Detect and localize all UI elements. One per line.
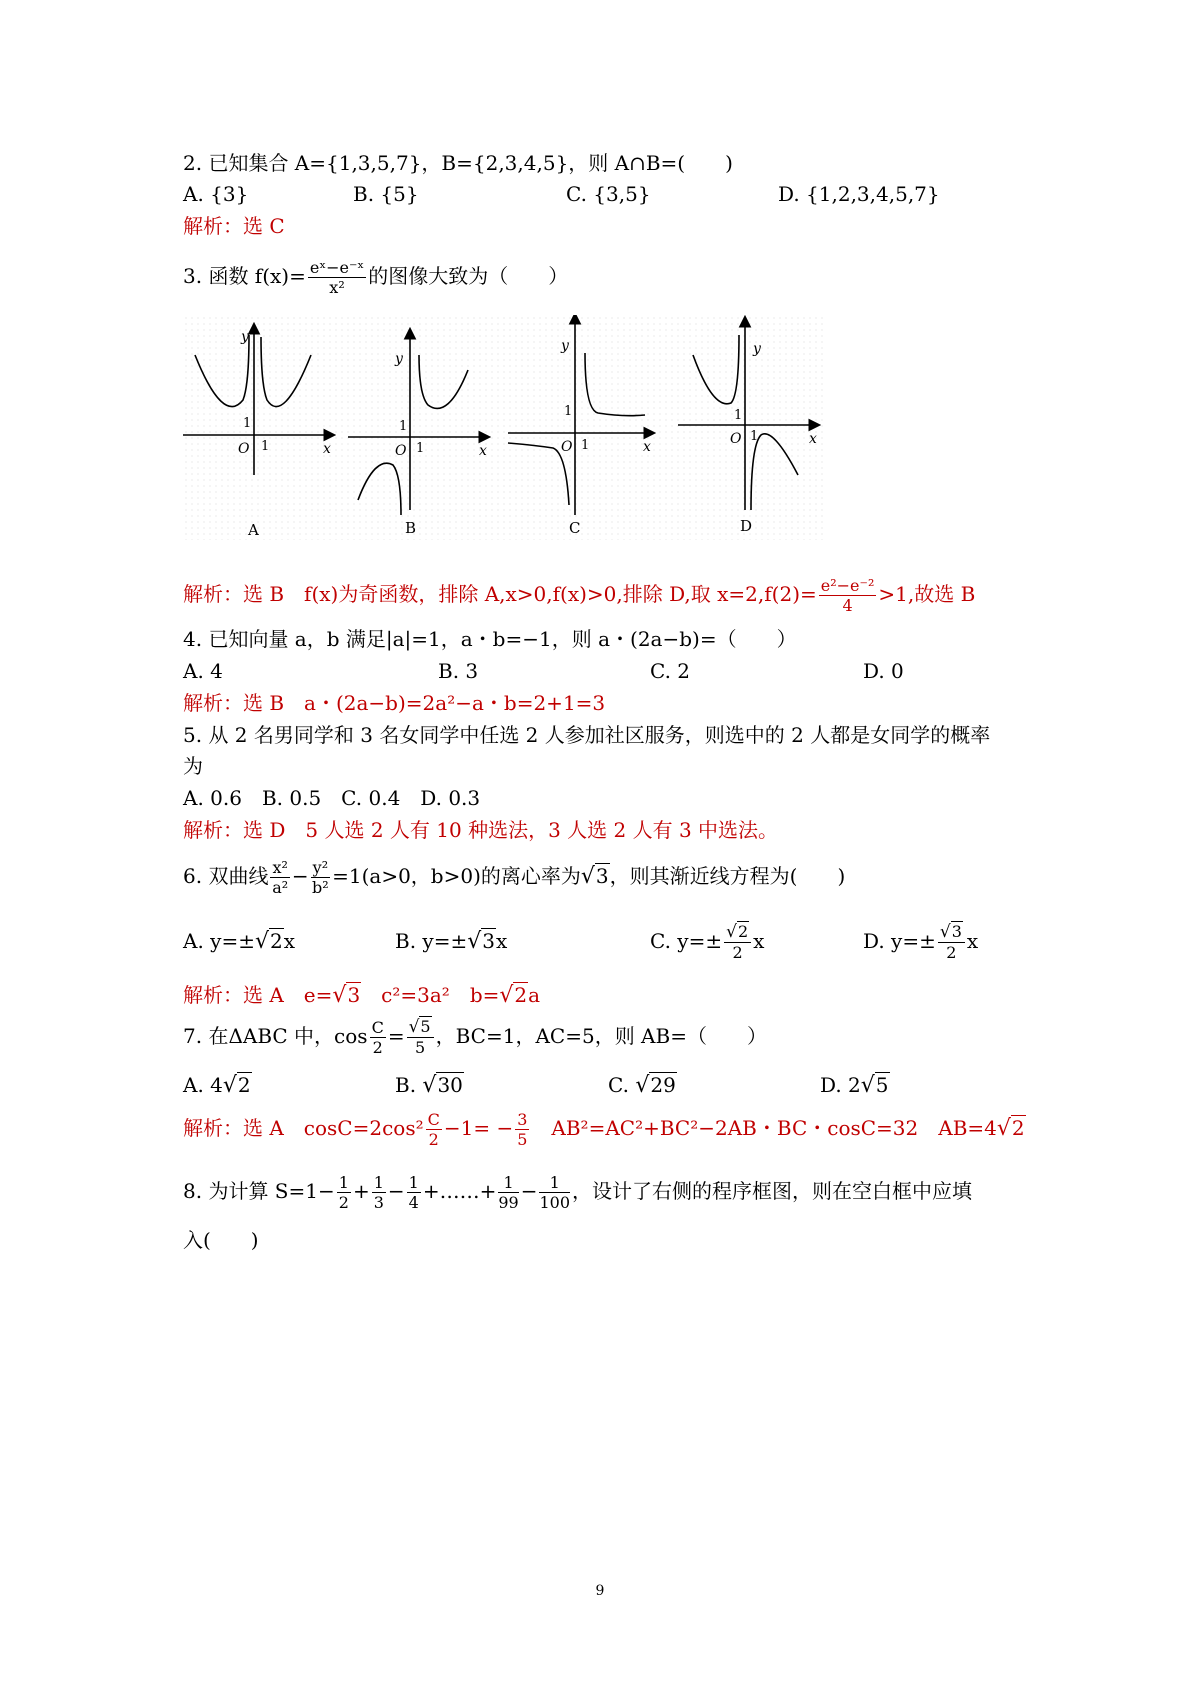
- q6-option-b: [395, 913, 507, 970]
- q6-answer-suffix: a: [528, 983, 541, 1007]
- q6-option-d: [863, 913, 978, 969]
- q8-frac-1-99: [498, 1172, 519, 1212]
- q7-frac-root5-sqrt: 5: [420, 1017, 431, 1036]
- q6-sqrt: √3: [580, 864, 609, 889]
- q6-option-b-suffix: x: [496, 929, 508, 953]
- graph-c-y-label: y: [561, 338, 569, 354]
- graph-a-tick-x: 1: [261, 439, 270, 454]
- graph-b-label: B: [405, 519, 417, 537]
- graph-a-tick-y: 1: [243, 416, 252, 431]
- q3-answer-frac-num: e²−e⁻²: [820, 575, 875, 595]
- q8-frac-1-100-num: 1: [539, 1175, 570, 1193]
- q4-stem: 4. 已知向量 a，b 满足|a|=1，a・b=−1，则 a・(2a−b)=（ ）: [183, 627, 797, 651]
- q8-frac-1-3-den: 3: [373, 1192, 384, 1212]
- q2-answer: 解析：选 C: [183, 214, 285, 238]
- q5-answer: 解析：选 D 5 人选 2 人有 10 种选法，3 人选 2 人有 3 中选法。: [183, 818, 779, 842]
- q6-option-b-prefix: B. y=±: [395, 929, 468, 953]
- q8-frac-1-100: [539, 1172, 571, 1212]
- q7-option-d: D. 2√5: [820, 1073, 889, 1098]
- q7-frac-half: [370, 1017, 386, 1057]
- q6-frac-y-den: b²: [312, 877, 329, 897]
- q4-option-b: B. 3: [438, 659, 479, 683]
- q7-option-b: B. √30: [395, 1073, 463, 1098]
- q2-option-c: C. {3,5}: [566, 182, 651, 206]
- graph-b-x-label: x: [479, 443, 487, 459]
- q7-answer-frac-35-num: 3: [517, 1109, 528, 1129]
- q8-frac-1-4-den: 4: [408, 1192, 419, 1212]
- q6-option-a: [183, 913, 295, 970]
- q7-stem-prefix: 7. 在ΔABC 中，cos: [183, 1024, 368, 1048]
- q4-option-c: C. 2: [650, 659, 691, 683]
- q6-option-c-num: √2: [724, 924, 751, 943]
- graph-d-x-label: x: [809, 431, 817, 447]
- q7-option-a: A. 4√2: [183, 1073, 251, 1098]
- q7-frac-root5-num: √5: [407, 1019, 434, 1038]
- q7-answer-frac-35: [515, 1109, 529, 1149]
- q6-option-c-sqrt-value: 2: [737, 922, 749, 941]
- q8-stem-prefix: 8. 为计算 S=1−: [183, 1179, 335, 1203]
- q6-option-d-sqrt-value: 3: [951, 922, 962, 941]
- q6-answer-prefix: 解析：选 A e=: [183, 983, 333, 1007]
- q6-option-c-den: 2: [732, 943, 743, 962]
- q8-frac-1-99-den: 99: [498, 1192, 519, 1212]
- q3-stem-suffix: 的图像大致为（ ）: [368, 264, 569, 288]
- graph-d-tick-y: 1: [734, 408, 743, 423]
- q7-answer-frac-35-den: 5: [517, 1129, 528, 1149]
- q8-stem-suffix: ，设计了右侧的程序框图，则在空白框中应填: [572, 1179, 973, 1203]
- q6-stem-prefix: 6. 双曲线: [183, 864, 269, 888]
- q6-option-a-sqrt: √2: [254, 929, 283, 954]
- graph-a-y-label: y: [241, 329, 249, 345]
- q2-option-b: B. {5}: [353, 182, 419, 206]
- q6-option-d-suffix: x: [966, 929, 979, 953]
- graph-b-tick-x: 1: [416, 441, 425, 456]
- graph-b-tick-y: 1: [399, 419, 408, 434]
- graph-a-label: A: [248, 521, 259, 539]
- q8-dots: +……+: [422, 1179, 497, 1203]
- q8-frac-1-100-den: 100: [539, 1192, 571, 1212]
- q6-answer-mid: c²=3a² b=: [361, 983, 500, 1007]
- q7-answer-frac-half-num: C: [427, 1109, 440, 1129]
- q3-answer-frac-den: 4: [842, 595, 853, 615]
- graph-d-origin: O: [730, 431, 742, 447]
- graph-d-label: D: [740, 517, 753, 535]
- q7-option-b-prefix: B.: [395, 1073, 423, 1097]
- q6-sqrt-value: 3: [595, 864, 609, 888]
- q5-options: A. 0.6 B. 0.5 C. 0.4 D. 0.3: [183, 786, 481, 810]
- q6-option-c-frac: [724, 924, 751, 961]
- q7-stem-suffix: ，BC=1，AC=5，则 AB=（ ）: [435, 1024, 767, 1048]
- q3-stem-prefix: 3. 函数 f(x)=: [183, 264, 306, 288]
- q7-answer-frac-half: [426, 1109, 442, 1149]
- page-number: 9: [595, 1583, 605, 1599]
- q6-option-d-num: √3: [938, 924, 965, 943]
- q8-frac-1-4: [407, 1172, 421, 1212]
- q7-answer-frac-half-den: 2: [428, 1129, 439, 1149]
- q6-option-d-den: 2: [946, 943, 957, 962]
- q5-stem-line1: 5. 从 2 名男同学和 3 名女同学中任选 2 人参加社区服务，则选中的 2 人都是女同学的概率: [183, 723, 991, 747]
- graph-a-origin: O: [238, 441, 250, 457]
- q7-frac-half-num: C: [371, 1017, 384, 1037]
- q7-option-d-prefix: D. 2: [820, 1073, 861, 1097]
- graph-background: [183, 315, 823, 540]
- q7-frac-half-den: 2: [372, 1037, 383, 1057]
- q3-fraction: [308, 257, 366, 297]
- q8-frac-1-99-num: 1: [498, 1175, 518, 1193]
- q6-stem: [183, 848, 845, 905]
- q7-answer-sqrt-value: 2: [1011, 1116, 1025, 1140]
- q6-frac-x-num: x²: [272, 857, 288, 877]
- q6-answer-sqrt2: √2: [499, 983, 528, 1008]
- q6-frac-y: [311, 857, 330, 897]
- q8-minus-2: −: [520, 1179, 538, 1203]
- q6-answer-sqrt2-value: 2: [514, 983, 528, 1007]
- graph-d-y-label: y: [753, 341, 761, 357]
- q8-frac-1-2-den: 2: [338, 1192, 349, 1212]
- q7-option-c-prefix: C.: [608, 1073, 636, 1097]
- q6-option-b-sqrt-value: 3: [482, 929, 495, 953]
- q3-answer-prefix: 解析：选 B f(x)为奇函数，排除 A,x>0,f(x)>0,排除 D,取 x=2,f(2)=: [183, 582, 817, 606]
- q8-frac-1-3: [372, 1172, 386, 1212]
- graph-c-label: C: [569, 519, 581, 537]
- q7-frac-root5-den: 5: [415, 1038, 426, 1057]
- q7-option-b-sqrt: 30: [437, 1073, 463, 1097]
- q3-frac-den: x²: [329, 277, 345, 297]
- q8-frac-1-2-num: 1: [338, 1172, 349, 1192]
- q6-frac-x-den: a²: [272, 877, 289, 897]
- q7-answer-sqrt: √2: [996, 1116, 1025, 1141]
- q6-stem-mid: =1(a>0，b>0)的离心率为: [332, 864, 581, 888]
- q8-stem-line2: 入( ): [183, 1228, 259, 1252]
- q3-frac-num: eˣ−e⁻ˣ: [309, 257, 365, 277]
- graph-b-y-label: y: [395, 351, 403, 367]
- q7-stem: [183, 1008, 767, 1064]
- q6-option-a-suffix: x: [283, 929, 296, 953]
- q6-option-b-sqrt: √3: [467, 929, 495, 954]
- graph-c-origin: O: [561, 439, 573, 455]
- q5-stem-line2: 为: [183, 754, 203, 778]
- q6-answer-sqrt1: √3: [332, 983, 361, 1008]
- q3-stem: [183, 248, 568, 304]
- q6-stem-suffix: ，则其渐近线方程为( ): [609, 864, 846, 888]
- q7-option-a-prefix: A. 4: [183, 1073, 223, 1097]
- q7-option-c: C. √29: [608, 1073, 676, 1098]
- q8-stem: [183, 1163, 972, 1219]
- q6-answer: [183, 982, 540, 1009]
- q6-answer-sqrt1-value: 3: [347, 983, 361, 1007]
- q6-frac-x: [270, 857, 289, 897]
- q4-answer: 解析：选 B a・(2a−b)=2a²−a・b=2+1=3: [183, 691, 606, 715]
- q8-minus-1: −: [387, 1179, 405, 1203]
- graph-c-x-label: x: [643, 439, 651, 455]
- graph-a-x-label: x: [323, 441, 331, 457]
- q6-option-a-sqrt-value: 2: [270, 929, 283, 953]
- graph-c-tick-y: 1: [564, 404, 573, 419]
- q7-answer-prefix: 解析：选 A cosC=2cos²: [183, 1116, 424, 1140]
- graph-c-tick-x: 1: [581, 438, 590, 453]
- q7-answer: [183, 1100, 1026, 1157]
- q2-stem: 2. 已知集合 A={1,3,5,7}，B={2,3,4,5}，则 A∩B=( ): [183, 151, 733, 175]
- q4-option-d: D. 0: [863, 659, 904, 683]
- q7-frac-root5: [407, 1019, 434, 1056]
- q6-frac-y-num: y²: [312, 857, 329, 877]
- q6-minus: −: [291, 864, 309, 888]
- q8-plus: +: [352, 1179, 370, 1203]
- q6-option-c-prefix: C. y=±: [650, 929, 723, 953]
- q7-option-d-sqrt: 5: [875, 1073, 889, 1097]
- q2-option-d: D. {1,2,3,4,5,7}: [778, 182, 940, 206]
- q2-option-a: A. {3}: [183, 182, 249, 206]
- q7-option-a-sqrt: 2: [237, 1073, 251, 1097]
- q7-answer-mid2: AB²=AC²+BC²−2AB・BC・cosC=32 AB=4: [531, 1116, 997, 1140]
- q7-option-c-sqrt: 29: [650, 1073, 676, 1097]
- q6-option-d-frac: [938, 924, 965, 961]
- q6-option-c: [650, 913, 764, 969]
- q3-answer-fraction: [819, 575, 877, 615]
- q3-graph-panel: [183, 315, 823, 540]
- q8-frac-1-3-num: 1: [373, 1172, 384, 1192]
- q3-answer-suffix: >1,故选 B: [878, 582, 976, 606]
- q7-eq: =: [387, 1024, 405, 1048]
- q8-frac-1-2: [337, 1172, 351, 1212]
- graph-d-tick-x: 1: [750, 429, 759, 444]
- q7-answer-mid: −1= −: [443, 1116, 514, 1140]
- q3-answer: [183, 566, 975, 622]
- q6-option-d-prefix: D. y=±: [863, 929, 936, 953]
- q4-option-a: A. 4: [183, 659, 223, 683]
- graph-b-origin: O: [395, 443, 407, 459]
- q6-option-c-suffix: x: [753, 929, 765, 953]
- q8-frac-1-4-num: 1: [408, 1172, 419, 1192]
- q6-option-a-prefix: A. y=±: [183, 929, 255, 953]
